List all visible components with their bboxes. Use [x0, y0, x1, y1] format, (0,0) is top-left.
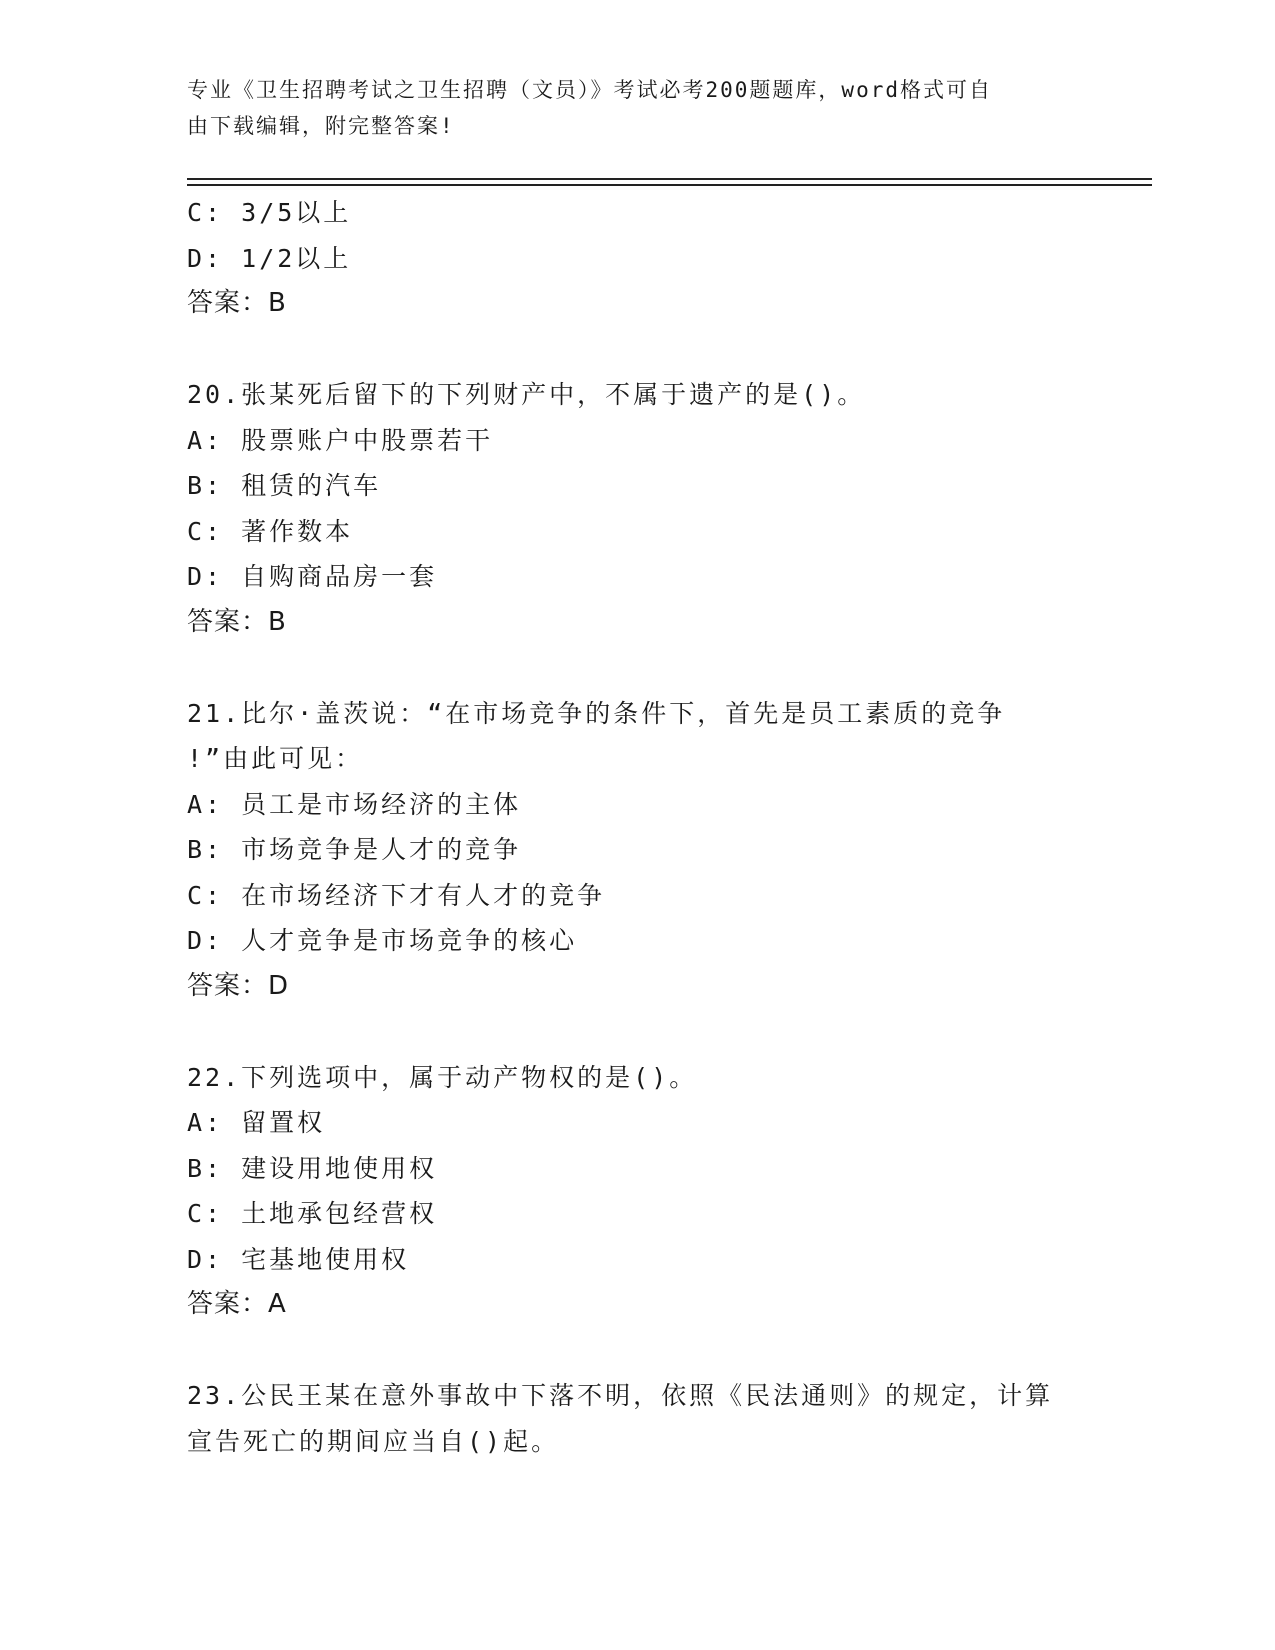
- answer-line: 答案：D: [187, 970, 290, 1001]
- answer-line: 答案：B: [187, 288, 287, 318]
- carryover-block: [187, 190, 1087, 327]
- option-b: B: 建设用地使用权: [187, 1153, 438, 1183]
- option-b: B: 租赁的汽车: [187, 471, 382, 500]
- question-block: [187, 372, 1087, 645]
- question-stem-continued: 宣告死亡的期间应当自()起。: [187, 1426, 560, 1456]
- option-d: D: 人才竞争是市场竞争的核心: [187, 926, 578, 955]
- option-a: A: 员工是市场经济的主体: [187, 789, 522, 819]
- question-stem: 22.下列选项中，属于动产物权的是()。: [187, 1062, 698, 1092]
- page-header: [187, 72, 1067, 144]
- question-block: [187, 1055, 1087, 1328]
- question-stem: 21.比尔·盖茨说：“在市场竞争的条件下，首先是员工素质的竞争: [187, 698, 1006, 728]
- option-c: C: 土地承包经营权: [187, 1199, 438, 1228]
- question-stem: 20.张某死后留下的下列财产中，不属于遗产的是()。: [187, 380, 866, 409]
- option-d: D: 宅基地使用权: [187, 1244, 410, 1274]
- option-c: C: 著作数本: [187, 516, 354, 546]
- option-c: C: 3/5以上: [187, 198, 352, 227]
- option-d: D: 1/2以上: [187, 243, 352, 273]
- option-a: A: 留置权: [187, 1108, 326, 1137]
- option-c: C: 在市场经济下才有人才的竞争: [187, 880, 606, 910]
- answer-line: 答案：A: [187, 1289, 287, 1319]
- question-stem-continued: !”由此可见：: [187, 744, 364, 773]
- question-block: [187, 691, 1087, 1010]
- header-line-1: 专业《卫生招聘考试之卫生招聘（文员）》考试必考200题题库，word格式可自: [187, 78, 992, 102]
- spacer: [187, 1009, 1087, 1055]
- spacer: [187, 1328, 1087, 1374]
- option-a: A: 股票账户中股票若干: [187, 425, 494, 455]
- header-divider-bottom: [187, 184, 1152, 186]
- option-b: B: 市场竞争是人才的竞争: [187, 835, 522, 864]
- spacer: [187, 327, 1087, 373]
- header-line-2: 由下载编辑，附完整答案!: [187, 114, 455, 138]
- question-block: [187, 1373, 1087, 1464]
- header-divider-top: [187, 178, 1152, 180]
- spacer: [187, 645, 1087, 691]
- answer-line: 答案：B: [187, 606, 287, 637]
- option-d: D: 自购商品房一套: [187, 562, 438, 591]
- question-stem: 23.公民王某在意外事故中下落不明，依照《民法通则》的规定，计算: [187, 1381, 1054, 1410]
- question-content: [187, 190, 1087, 1464]
